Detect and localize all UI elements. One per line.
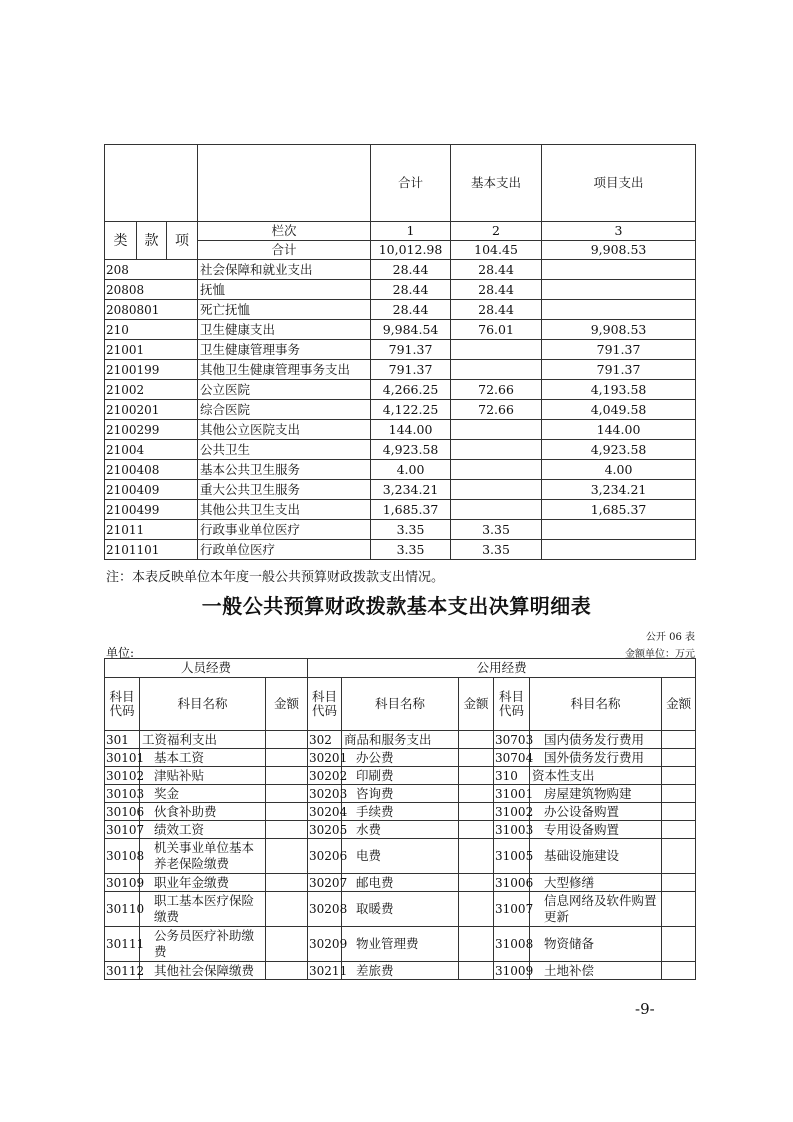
table-row (105, 540, 696, 560)
row-total: 4,122.25 (371, 400, 451, 420)
row-name: 行政单位医疗 (198, 540, 371, 560)
personnel-code: 30108 (105, 839, 140, 874)
public-name-2: 国内债务发行费用 (530, 731, 662, 749)
header-lei: 类 (105, 222, 137, 260)
personnel-name: 职业年金缴费 (140, 874, 266, 892)
row-project (542, 260, 696, 280)
public-amount-2 (662, 927, 696, 962)
row-project: 144.00 (542, 420, 696, 440)
public-name: 物业管理费 (342, 927, 459, 962)
table-row (105, 480, 696, 500)
table-row (105, 420, 696, 440)
table-row (105, 892, 696, 927)
public-amount (459, 803, 494, 821)
row-project: 791.37 (542, 360, 696, 380)
public-amount (459, 839, 494, 874)
personnel-code: 30106 (106, 804, 145, 819)
row-code: 210 (105, 320, 198, 340)
public-code: 30205 (309, 822, 348, 837)
public-name: 电费 (342, 839, 459, 874)
row-basic (451, 480, 542, 500)
row-project: 1,685.37 (542, 500, 696, 520)
row-project: 791.37 (542, 340, 696, 360)
row-basic: 72.66 (451, 380, 542, 400)
table-row (105, 400, 696, 420)
index-2: 2 (451, 222, 542, 241)
table-row (105, 767, 696, 785)
public-code-2: 31008 (494, 927, 530, 962)
table-row (105, 500, 696, 520)
row-code: 2100299 (105, 420, 198, 440)
public-name-2: 房屋建筑物购建 (530, 785, 662, 803)
row-name: 基本公共卫生服务 (198, 460, 371, 480)
personnel-code: 30111 (105, 927, 140, 962)
personnel-amount (266, 749, 308, 767)
public-amount-2 (662, 785, 696, 803)
row-name: 卫生健康支出 (198, 320, 371, 340)
public-name-2: 国外债务发行费用 (530, 749, 662, 767)
row-code: 2080801 (105, 300, 198, 320)
col-amount: 金额 (459, 678, 494, 731)
header-xiang: 项 (167, 222, 198, 260)
row-total: 28.44 (371, 260, 451, 280)
group-personnel: 人员经费 (105, 659, 308, 678)
public-name: 邮电费 (342, 874, 459, 892)
row-total: 3.35 (371, 540, 451, 560)
unit-label: 单位: (106, 646, 135, 660)
row-project: 4,193.58 (542, 380, 696, 400)
public-name-2: 办公设备购置 (530, 803, 662, 821)
public-code-2: 31001 (495, 786, 534, 801)
col-name: 科目名称 (140, 678, 266, 731)
public-name: 手续费 (342, 803, 459, 821)
table-row (105, 460, 696, 480)
table-row (105, 380, 696, 400)
public-amount (459, 785, 494, 803)
public-name: 办公费 (342, 749, 459, 767)
row-total: 9,984.54 (371, 320, 451, 340)
row-code: 20808 (105, 280, 198, 300)
col-name: 科目名称 (342, 678, 459, 731)
header-kuan: 款 (137, 222, 167, 260)
personnel-amount (266, 927, 308, 962)
public-name-2: 物资储备 (530, 927, 662, 962)
row-project: 4,049.58 (542, 400, 696, 420)
personnel-name: 绩效工资 (140, 821, 266, 839)
table-row (105, 839, 696, 874)
row-name: 其他卫生健康管理事务支出 (198, 360, 371, 380)
table-row (105, 520, 696, 540)
public-code-2: 30704 (495, 750, 534, 765)
row-code: 2100199 (105, 360, 198, 380)
personnel-code: 30103 (106, 786, 145, 801)
personnel-code: 30112 (106, 963, 145, 978)
row-name: 重大公共卫生服务 (198, 480, 371, 500)
public-code: 30208 (308, 892, 342, 927)
col-amount: 金额 (662, 678, 696, 731)
personnel-name: 公务员医疗补助缴费 (140, 927, 266, 962)
row-project: 3,234.21 (542, 480, 696, 500)
row-code: 21004 (105, 440, 198, 460)
row-basic (451, 340, 542, 360)
personnel-amount (266, 839, 308, 874)
table-row (105, 260, 696, 280)
table-row (105, 821, 696, 839)
row-project: 4.00 (542, 460, 696, 480)
col-code: 科目代码 (308, 678, 342, 731)
public-name: 商品和服务支出 (342, 731, 459, 749)
public-amount (459, 892, 494, 927)
table-note: 注：本表反映单位本年度一般公共预算财政拨款支出情况。 (106, 570, 445, 585)
table-row (105, 280, 696, 300)
table-row (105, 874, 696, 892)
row-total: 4,266.25 (371, 380, 451, 400)
header-blank (105, 145, 198, 222)
row-code: 21011 (105, 520, 198, 540)
public-code: 30211 (309, 963, 348, 978)
table-row (105, 962, 696, 980)
table-row (105, 340, 696, 360)
public-code-2: 31003 (495, 822, 534, 837)
header-total: 合计 (371, 145, 451, 222)
public-code-2: 31002 (495, 804, 534, 819)
group-public: 公用经费 (308, 659, 696, 678)
row-code: 21002 (105, 380, 198, 400)
row-name: 其他公共卫生支出 (198, 500, 371, 520)
public-amount-2 (662, 892, 696, 927)
public-code-2: 31006 (495, 875, 534, 890)
personnel-code: 30110 (105, 892, 140, 927)
row-total: 4.00 (371, 460, 451, 480)
row-basic: 28.44 (451, 300, 542, 320)
public-code-2: 310 (494, 767, 530, 785)
row-project (542, 300, 696, 320)
public-code-2: 30703 (495, 732, 534, 747)
public-code: 30201 (309, 750, 348, 765)
public-amount (459, 767, 494, 785)
page-title: 一般公共预算财政拨款基本支出决算明细表 (201, 594, 592, 618)
personnel-name: 工资福利支出 (140, 731, 266, 749)
public-name-2: 信息网络及软件购置更新 (530, 892, 662, 927)
total-project: 9,908.53 (542, 241, 696, 260)
public-amount-2 (662, 749, 696, 767)
row-basic: 72.66 (451, 400, 542, 420)
public-name-2: 基础设施建设 (530, 839, 662, 874)
public-amount-2 (662, 803, 696, 821)
row-project: 9,908.53 (542, 320, 696, 340)
public-name: 差旅费 (342, 962, 459, 980)
row-name: 公共卫生 (198, 440, 371, 460)
row-basic: 28.44 (451, 280, 542, 300)
row-code: 2100408 (105, 460, 198, 480)
public-amount (459, 927, 494, 962)
personnel-amount (266, 803, 308, 821)
total-basic: 104.45 (451, 241, 542, 260)
personnel-amount (266, 892, 308, 927)
public-amount (459, 821, 494, 839)
row-total: 3,234.21 (371, 480, 451, 500)
row-index-label: 栏次 (198, 222, 371, 241)
table-row (105, 749, 696, 767)
personnel-amount (266, 962, 308, 980)
public-name-2: 资本性支出 (530, 767, 662, 785)
row-basic: 3.35 (451, 520, 542, 540)
personnel-code: 301 (105, 731, 140, 749)
total-value: 10,012.98 (371, 241, 451, 260)
col-code: 科目代码 (105, 678, 140, 731)
row-total: 791.37 (371, 360, 451, 380)
public-amount-2 (662, 767, 696, 785)
personnel-code: 30102 (106, 768, 145, 783)
public-amount-2 (662, 821, 696, 839)
table-row (105, 785, 696, 803)
row-code: 2101101 (105, 540, 198, 560)
row-code: 2100201 (105, 400, 198, 420)
personnel-amount (266, 874, 308, 892)
row-name: 行政事业单位医疗 (198, 520, 371, 540)
row-project: 4,923.58 (542, 440, 696, 460)
public-code-2: 31009 (495, 963, 534, 978)
table-row (105, 320, 696, 340)
row-total: 4,923.58 (371, 440, 451, 460)
table-row (105, 803, 696, 821)
index-3: 3 (542, 222, 696, 241)
personnel-amount (266, 767, 308, 785)
index-1: 1 (371, 222, 451, 241)
public-amount (459, 749, 494, 767)
row-project (542, 540, 696, 560)
row-name: 其他公立医院支出 (198, 420, 371, 440)
personnel-name: 其他社会保障缴费 (140, 962, 266, 980)
public-name-2: 土地补偿 (530, 962, 662, 980)
page-number: -9- (635, 1000, 655, 1018)
row-basic: 76.01 (451, 320, 542, 340)
personnel-code: 30101 (106, 750, 145, 765)
public-code: 30204 (309, 804, 348, 819)
public-name: 取暖费 (342, 892, 459, 927)
public-code: 30202 (309, 768, 348, 783)
personnel-name: 基本工资 (140, 749, 266, 767)
table-row (105, 731, 696, 749)
row-total: 1,685.37 (371, 500, 451, 520)
public-name: 印刷费 (342, 767, 459, 785)
total-label: 合计 (198, 241, 371, 260)
personnel-amount (266, 785, 308, 803)
table-number: 公开 06 表 (645, 632, 695, 643)
public-name-2: 专用设备购置 (530, 821, 662, 839)
table-row (105, 927, 696, 962)
personnel-name: 职工基本医疗保险缴费 (140, 892, 266, 927)
row-project (542, 520, 696, 540)
col-amount: 金额 (266, 678, 308, 731)
personnel-name: 奖金 (140, 785, 266, 803)
row-name: 死亡抚恤 (198, 300, 371, 320)
public-name: 水费 (342, 821, 459, 839)
row-total: 144.00 (371, 420, 451, 440)
personnel-amount (266, 821, 308, 839)
header-basic: 基本支出 (451, 145, 542, 222)
col-code: 科目代码 (494, 678, 530, 731)
public-code-2: 31007 (494, 892, 530, 927)
row-basic: 28.44 (451, 260, 542, 280)
expenditure-table (104, 144, 696, 560)
row-total: 28.44 (371, 300, 451, 320)
row-project (542, 280, 696, 300)
public-amount-2 (662, 731, 696, 749)
row-basic (451, 360, 542, 380)
amount-unit: 金额单位：万元 (625, 649, 695, 660)
public-amount-2 (662, 839, 696, 874)
public-code: 30207 (309, 875, 348, 890)
row-name: 公立医院 (198, 380, 371, 400)
public-name-2: 大型修缮 (530, 874, 662, 892)
personnel-name: 机关事业单位基本养老保险缴费 (140, 839, 266, 874)
public-code: 302 (308, 731, 342, 749)
row-name: 抚恤 (198, 280, 371, 300)
col-name: 科目名称 (530, 678, 662, 731)
row-name: 综合医院 (198, 400, 371, 420)
row-code: 21001 (105, 340, 198, 360)
public-code: 30209 (308, 927, 342, 962)
table-row (105, 360, 696, 380)
header-project: 项目支出 (542, 145, 696, 222)
row-basic (451, 500, 542, 520)
row-code: 2100409 (105, 480, 198, 500)
personnel-amount (266, 731, 308, 749)
table-row (105, 300, 696, 320)
header-blank-name (198, 145, 371, 222)
row-code: 2100499 (105, 500, 198, 520)
personnel-code: 30107 (106, 822, 145, 837)
public-amount-2 (662, 962, 696, 980)
row-basic (451, 460, 542, 480)
public-amount (459, 874, 494, 892)
personnel-name: 津贴补贴 (140, 767, 266, 785)
row-total: 791.37 (371, 340, 451, 360)
public-code: 30203 (309, 786, 348, 801)
public-amount-2 (662, 874, 696, 892)
row-total: 3.35 (371, 520, 451, 540)
public-amount (459, 962, 494, 980)
row-basic: 3.35 (451, 540, 542, 560)
public-amount (459, 731, 494, 749)
row-total: 28.44 (371, 280, 451, 300)
row-basic (451, 440, 542, 460)
table-row (105, 440, 696, 460)
public-code: 30206 (308, 839, 342, 874)
row-name: 卫生健康管理事务 (198, 340, 371, 360)
basic-expenditure-detail-table (104, 658, 696, 980)
row-name: 社会保障和就业支出 (198, 260, 371, 280)
public-name: 咨询费 (342, 785, 459, 803)
personnel-code: 30109 (106, 875, 145, 890)
personnel-name: 伙食补助费 (140, 803, 266, 821)
row-basic (451, 420, 542, 440)
row-code: 208 (105, 260, 198, 280)
public-code-2: 31005 (494, 839, 530, 874)
